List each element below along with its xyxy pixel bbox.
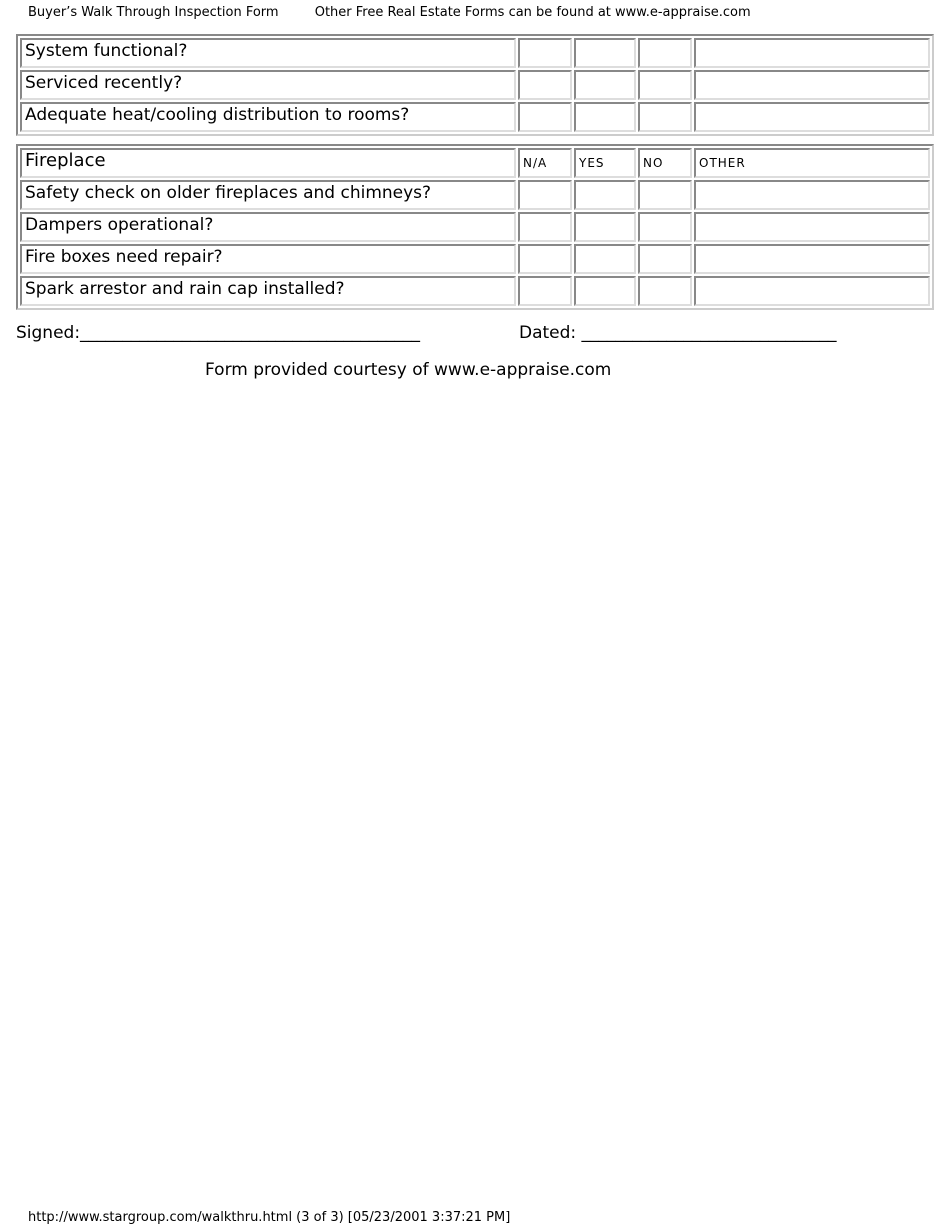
column-header-other: OTHER: [694, 148, 930, 178]
question-cell: Spark arrestor and rain cap installed?: [20, 276, 516, 306]
table-row: [20, 180, 930, 210]
na-checkbox-cell[interactable]: [518, 244, 572, 274]
other-field-cell[interactable]: [694, 38, 930, 68]
signed-field[interactable]: Signed:________________________________________: [16, 323, 421, 343]
fireplace-checklist-table: [16, 144, 934, 310]
yes-checkbox-cell[interactable]: [574, 38, 636, 68]
question-cell: Serviced recently?: [20, 70, 516, 100]
yes-checkbox-cell[interactable]: [574, 102, 636, 132]
table-row: [20, 212, 930, 242]
na-checkbox-cell[interactable]: [518, 102, 572, 132]
yes-checkbox-cell[interactable]: [574, 276, 636, 306]
na-checkbox-cell[interactable]: [518, 276, 572, 306]
no-checkbox-cell[interactable]: [638, 212, 692, 242]
question-cell: System functional?: [20, 38, 516, 68]
other-field-cell[interactable]: [694, 70, 930, 100]
question-cell: Dampers operational?: [20, 212, 516, 242]
other-field-cell[interactable]: [694, 212, 930, 242]
yes-checkbox-cell[interactable]: [574, 244, 636, 274]
table-row: [20, 244, 930, 274]
no-checkbox-cell[interactable]: [638, 180, 692, 210]
no-checkbox-cell[interactable]: [638, 276, 692, 306]
question-cell: Adequate heat/cooling distribution to rooms?: [20, 102, 516, 132]
table-row: [20, 102, 930, 132]
no-checkbox-cell[interactable]: [638, 38, 692, 68]
forms-link-note: Other Free Real Estate Forms can be found at www.e-appraise.com: [314, 5, 751, 20]
other-field-cell[interactable]: [694, 102, 930, 132]
yes-checkbox-cell[interactable]: [574, 70, 636, 100]
no-checkbox-cell[interactable]: [638, 70, 692, 100]
table-header-row: [20, 148, 930, 178]
table-row: [20, 38, 930, 68]
na-checkbox-cell[interactable]: [518, 212, 572, 242]
question-cell: Safety check on older fireplaces and chimneys?: [20, 180, 516, 210]
na-checkbox-cell[interactable]: [518, 180, 572, 210]
hvac-checklist-table: [16, 34, 934, 136]
other-field-cell[interactable]: [694, 276, 930, 306]
question-cell: Fire boxes need repair?: [20, 244, 516, 274]
signature-line: [16, 323, 837, 343]
column-header-na: N/A: [518, 148, 572, 178]
na-checkbox-cell[interactable]: [518, 38, 572, 68]
column-header-no: NO: [638, 148, 692, 178]
other-field-cell[interactable]: [694, 180, 930, 210]
yes-checkbox-cell[interactable]: [574, 212, 636, 242]
footer-url: http://www.stargroup.com/walkthru.html (3 of 3) [05/23/2001 3:37:21 PM]: [28, 1210, 511, 1225]
table-row: [20, 276, 930, 306]
courtesy-note: Form provided courtesy of www.e-appraise.com: [205, 360, 612, 380]
no-checkbox-cell[interactable]: [638, 102, 692, 132]
section-title: Fireplace: [20, 148, 516, 178]
na-checkbox-cell[interactable]: [518, 70, 572, 100]
table-row: [20, 70, 930, 100]
other-field-cell[interactable]: [694, 244, 930, 274]
page-header: [28, 5, 751, 20]
dated-field[interactable]: Dated: ______________________________: [519, 323, 837, 343]
no-checkbox-cell[interactable]: [638, 244, 692, 274]
yes-checkbox-cell[interactable]: [574, 180, 636, 210]
form-title: Buyer’s Walk Through Inspection Form: [28, 5, 279, 20]
column-header-yes: YES: [574, 148, 636, 178]
